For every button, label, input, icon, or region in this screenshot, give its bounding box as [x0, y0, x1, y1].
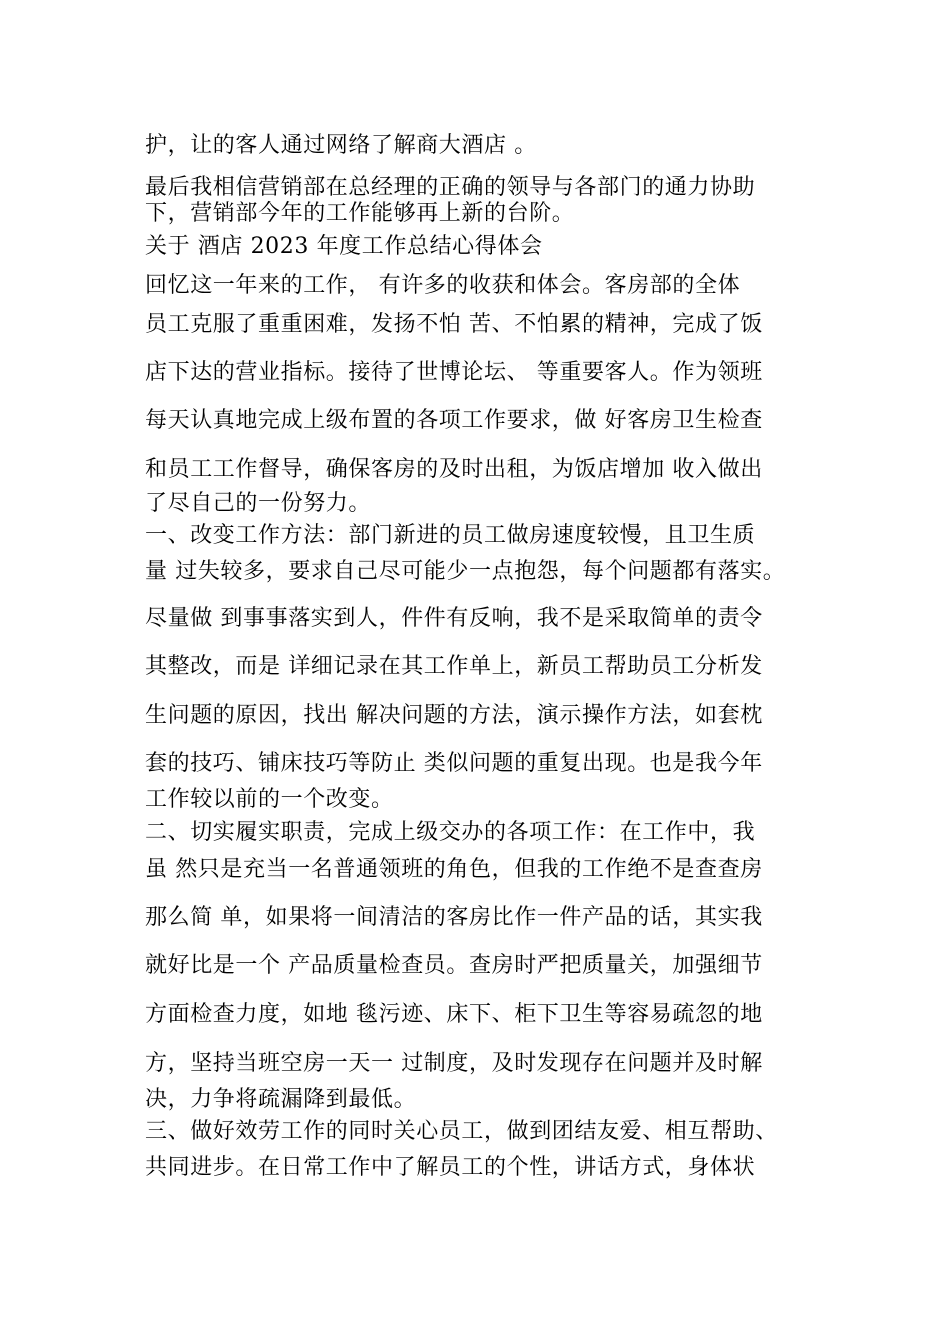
- text-line: 虽 然只是充当一名普通领班的角色，但我的工作绝不是查查房: [145, 857, 763, 882]
- text-line: 套的技巧、铺床技巧等防止 类似问题的重复出现。也是我今年: [145, 751, 763, 776]
- text-line: 回忆这一年来的工作， 有许多的收获和体会。客房部的全体: [145, 273, 741, 298]
- text-line: 下，营销部今年的工作能够再上新的台阶。: [145, 201, 575, 226]
- text-line: 和员工工作督导，确保客房的及时出租，为饭店增加 收入做出: [145, 457, 763, 482]
- text-line: 每天认真地完成上级布置的各项工作要求，做 好客房卫生检查: [145, 408, 763, 433]
- text-line: 方，坚持当班空房一天一 过制度，及时发现存在问题并及时解: [145, 1051, 763, 1076]
- text-line: 工作较以前的一个改变。: [145, 787, 394, 812]
- text-line: 决，力争将疏漏降到最低。: [145, 1087, 417, 1112]
- section-title: 关于 酒店 2023 年度工作总结心得体会: [145, 234, 543, 259]
- text-line: 尽量做 到事事落实到人，件件有反响，我不是采取简单的责令: [145, 606, 763, 631]
- text-line: 了尽自己的一份努力。: [145, 491, 372, 516]
- text-line: 最后我相信营销部在总经理的正确的领导与各部门的通力协助: [145, 175, 756, 200]
- text-line: 那么简 单，如果将一间清洁的客房比作一件产品的话，其实我: [145, 905, 763, 930]
- text-line: 员工克服了重重困难，发扬不怕 苦、不怕累的精神，完成了饭: [145, 312, 763, 337]
- text-line: 其整改，而是 详细记录在其工作单上，新员工帮助员工分析发: [145, 654, 763, 679]
- text-line: 护，让的客人通过网络了解商大酒店 。: [145, 133, 537, 158]
- text-line: 一、改变工作方法：部门新进的员工做房速度较慢，且卫生质: [145, 523, 756, 548]
- text-line: 共同进步。在日常工作中了解员工的个性，讲话方式，身体状: [145, 1155, 756, 1180]
- text-line: 三、做好效劳工作的同时关心员工，做到团结友爱、相互帮助、: [145, 1119, 778, 1144]
- text-line: 二、切实履实职责，完成上级交办的各项工作：在工作中，我: [145, 820, 756, 845]
- text-line: 量 过失较多，要求自己尽可能少一点抱怨，每个问题都有落实。: [145, 559, 786, 584]
- text-line: 店下达的营业指标。接待了世博论坛、 等重要客人。作为领班: [145, 360, 763, 385]
- text-line: 方面检查力度，如地 毯污迹、床下、柜下卫生等容易疏忽的地: [145, 1002, 763, 1027]
- text-line: 就好比是一个 产品质量检查员。查房时严把质量关，加强细节: [145, 953, 763, 978]
- text-line: 生问题的原因，找出 解决问题的方法，演示操作方法，如套枕: [145, 703, 763, 728]
